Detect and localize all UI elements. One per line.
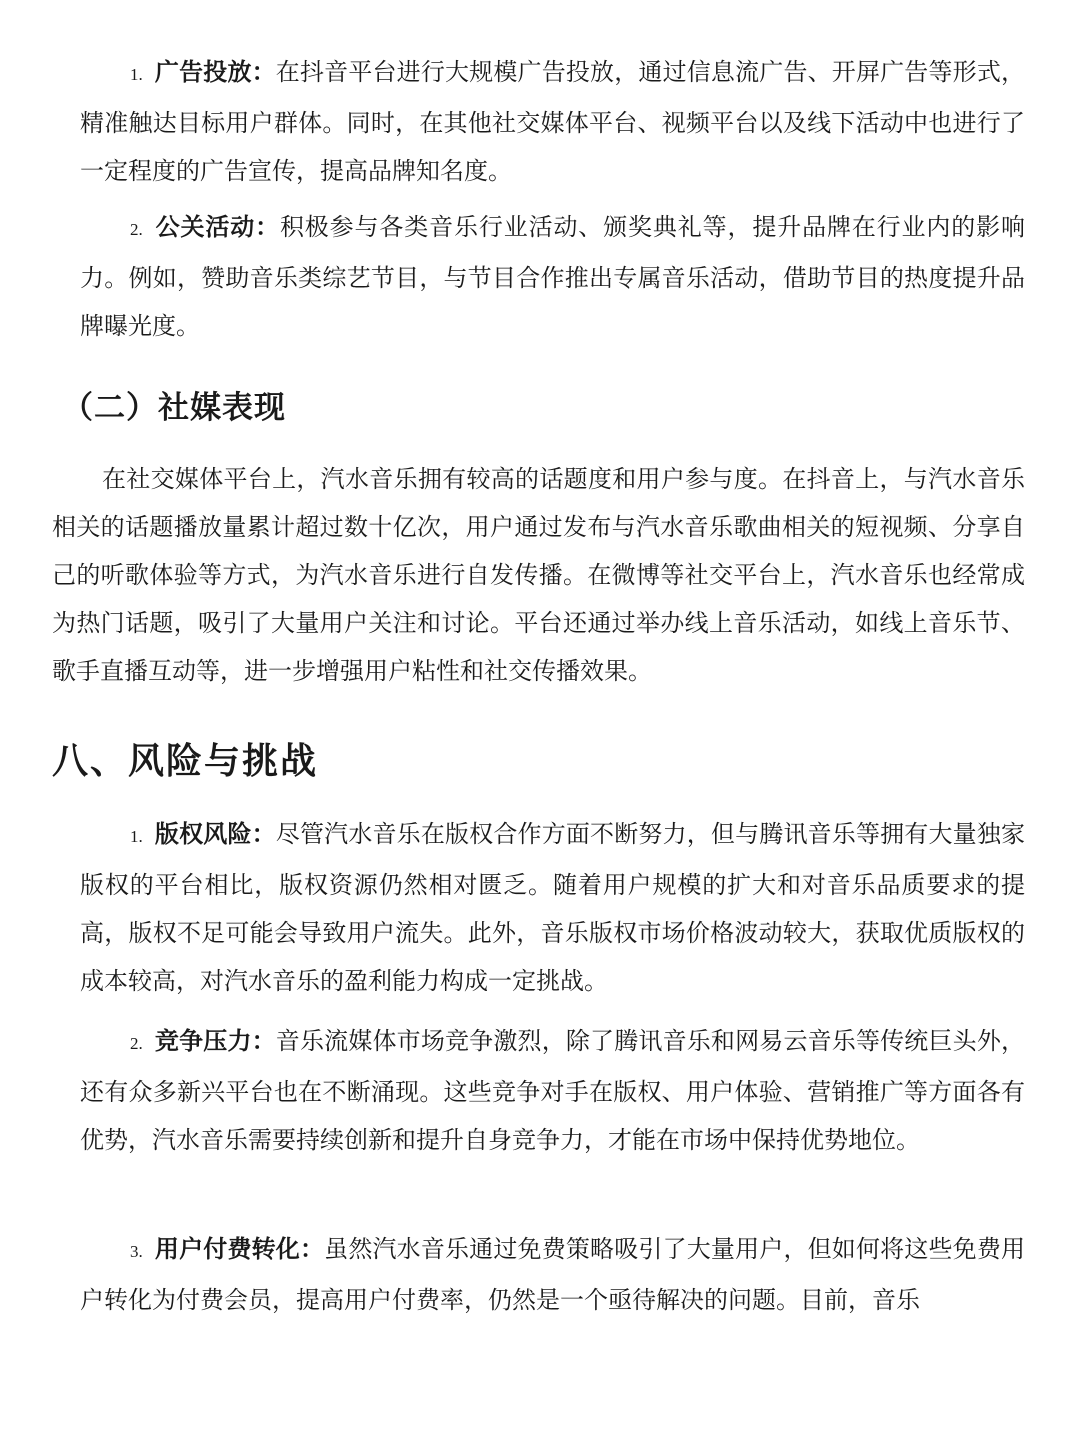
list-item-title: 竞争压力： <box>154 1027 276 1055</box>
list-item-text: 积极参与各类音乐行业活动、颁奖典礼等，提升品牌在行业内的影响力。例如，赞助音乐类综艺节目，与节目合作推出专属音乐活动，借助节目的热度提升品牌曝光度。 <box>80 213 1025 340</box>
list-item-paid-conversion <box>80 1225 1025 1324</box>
list-item-text: 音乐流媒体市场竞争激烈，除了腾讯音乐和网易云音乐等传统巨头外，还有众多新兴平台也在不断涌现。这些竞争对手在版权、用户体验、营销推广等方面各有优势，汽水音乐需要持续创新和提升自身竞争力，才能在市场中保持优势地位。 <box>80 1027 1026 1154</box>
chapter-heading-risks: 八、风险与挑战 <box>52 741 319 782</box>
section-heading-social-media: （二）社媒表现 <box>62 390 286 426</box>
list-item-text: 在抖音平台进行大规模广告投放，通过信息流广告、开屏广告等形式，精准触达目标用户群体。同时，在其他社交媒体平台、视频平台以及线下活动中也进行了一定程度的广告宣传，提高品牌知名度。 <box>80 58 1026 185</box>
list-item-text: 尽管汽水音乐在版权合作方面不断努力，但与腾讯音乐等拥有大量独家版权的平台相比，版权资源仍然相对匮乏。随着用户规模的扩大和对音乐品质要求的提高，版权不足可能会导致用户流失。此外，音乐版权市场价格波动较大，获取优质版权的成本较高，对汽水音乐的盈利能力构成一定挑战。 <box>80 820 1026 995</box>
list-item-text: 虽然汽水音乐通过免费策略吸引了大量用户，但如何将这些免费用户转化为付费会员，提高用户付费率，仍然是一个亟待解决的问题。目前，音乐 <box>80 1235 1025 1314</box>
list-item-title: 公关活动： <box>154 213 280 241</box>
list-number: 1. <box>130 65 143 84</box>
social-media-paragraph: 在社交媒体平台上，汽水音乐拥有较高的话题度和用户参与度。在抖音上，与汽水音乐相关的话题播放量累计超过数十亿次，用户通过发布与汽水音乐歌曲相关的短视频、分享自己的听歌体验等方式，为汽水音乐进行自发传播。在微博等社交平台上，汽水音乐也经常成为热门话题，吸引了大量用户关注和讨论。平台还通过举办线上音乐活动，如线上音乐节、歌手直播互动等，进一步增强用户粘性和社交传播效果。 <box>52 465 1025 685</box>
list-item-title: 版权风险： <box>154 820 276 848</box>
list-number: 2. <box>130 1034 143 1053</box>
list-item-competition-pressure <box>80 1017 1025 1164</box>
list-number: 3. <box>130 1242 143 1261</box>
list-item-pr-activities <box>80 203 1025 350</box>
list-item-copyright-risk <box>80 810 1025 1005</box>
list-item-ad-placement <box>80 48 1025 195</box>
list-item-title: 广告投放： <box>154 58 276 86</box>
list-number: 1. <box>130 827 143 846</box>
list-number: 2. <box>130 220 143 239</box>
list-item-title: 用户付费转化： <box>154 1235 325 1263</box>
